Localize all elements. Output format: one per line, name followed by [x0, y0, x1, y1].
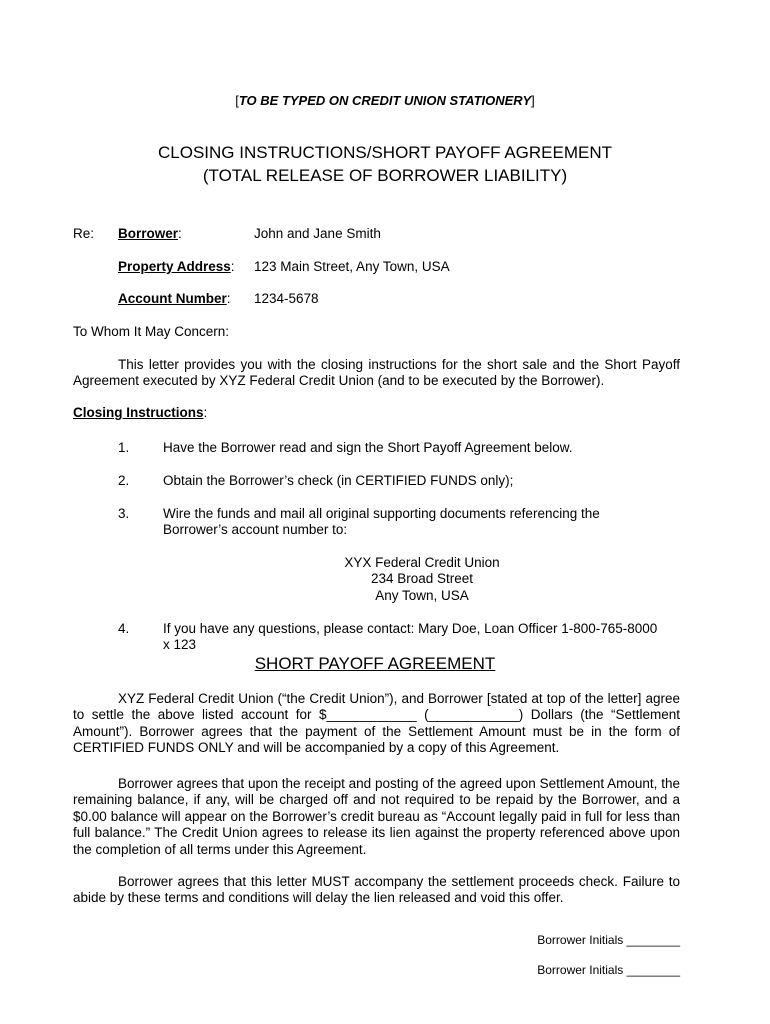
document-title-line1: CLOSING INSTRUCTIONS/SHORT PAYOFF AGREEMENT: [157, 143, 613, 162]
agreement-paragraph-3: [73, 874, 680, 907]
account-label-text: Account Number: [118, 291, 227, 306]
agreement-paragraph-2-text: Borrower agrees that upon the receipt and posting of the agreed upon Settlement Amount, the remaining balance, if any, will be charged off and not required to be repaid by the Borrower, and a $0.00 balance will appear on the Borrower’s credit bureau as “Account legally paid in full for less than full balance.” The Credit Union agrees to release its lien against the property referenced above upon the completion of all terms under this Agreement.: [73, 776, 680, 857]
borrower-initials-1: Borrower Initials ________: [537, 933, 680, 947]
borrower-label: [118, 226, 182, 241]
address-value: 123 Main Street, Any Town, USA: [254, 259, 450, 274]
borrower-label-text: Borrower: [118, 226, 179, 241]
stationery-bracket-close: ]: [531, 93, 535, 108]
intro-paragraph-text: This letter provides you with the closing instructions for the short sale and the Short Payoff Agreement executed by XYZ Federal Credit Union (and to be executed by the Borrower).: [73, 357, 680, 389]
agreement-paragraph-1: [73, 691, 680, 757]
stationery-bracket-open: [: [235, 93, 239, 108]
stationery-note-text: TO BE TYPED ON CREDIT UNION STATIONERY: [238, 93, 532, 108]
credit-union-street: 234 Broad Street: [370, 571, 474, 586]
closing-instructions-heading-text: Closing Instructions: [73, 405, 204, 420]
salutation: To Whom It May Concern:: [73, 324, 230, 339]
address-colon: :: [230, 259, 235, 274]
instruction-number-1: 1.: [118, 440, 130, 455]
instruction-text-4-line2: x 123: [163, 637, 197, 652]
account-value: 1234-5678: [254, 291, 319, 306]
instruction-text-4-line1: If you have any questions, please contact: Mary Doe, Loan Officer 1-800-765-8000: [163, 621, 658, 636]
borrower-initials-2: Borrower Initials ________: [537, 963, 680, 977]
borrower-value: John and Jane Smith: [254, 226, 381, 241]
instruction-text-3-line2: Borrower’s account number to:: [163, 522, 348, 537]
credit-union-name: XYX Federal Credit Union: [344, 555, 500, 570]
account-label: [118, 291, 231, 306]
instruction-number-4: 4.: [118, 621, 130, 636]
account-colon: :: [226, 291, 231, 306]
instruction-number-3: 3.: [118, 506, 130, 521]
document-title-line2: (TOTAL RELEASE OF BORROWER LIABILITY): [202, 166, 568, 185]
agreement-paragraph-1-text: XYZ Federal Credit Union (“the Credit Union”), and Borrower [stated at top of the letter] agree to settle the above listed account for $____________ (____________) Dollars (the “Settlement Amount”). Borrower agrees that the payment of the Settlement Amount must be in the form of CERTIFIED FUNDS ONLY and will be accompanied by a copy of this Agreement.: [73, 691, 680, 756]
address-label: [118, 259, 235, 274]
agreement-paragraph-2: [73, 776, 680, 858]
instruction-number-2: 2.: [118, 473, 130, 488]
intro-paragraph: [73, 357, 680, 390]
stationery-note: [0, 93, 770, 108]
instruction-text-3-line1: Wire the funds and mail all original supporting documents referencing the: [163, 506, 600, 521]
agreement-paragraph-3-text: Borrower agrees that this letter MUST accompany the settlement proceeds check. Failure to abide by these terms and conditions will delay the lien released and void this offer.: [73, 874, 680, 906]
instruction-text-2: Obtain the Borrower’s check (in CERTIFIED FUNDS only);: [163, 473, 514, 488]
closing-instructions-heading: [73, 405, 207, 420]
re-label: Re:: [73, 226, 95, 241]
credit-union-city: Any Town, USA: [375, 588, 469, 603]
closing-instructions-colon: :: [203, 405, 208, 420]
agreement-heading: SHORT PAYOFF AGREEMENT: [254, 654, 496, 673]
borrower-colon: :: [178, 226, 182, 241]
instruction-text-1: Have the Borrower read and sign the Short Payoff Agreement below.: [163, 440, 573, 455]
address-label-text: Property Address: [118, 259, 231, 274]
